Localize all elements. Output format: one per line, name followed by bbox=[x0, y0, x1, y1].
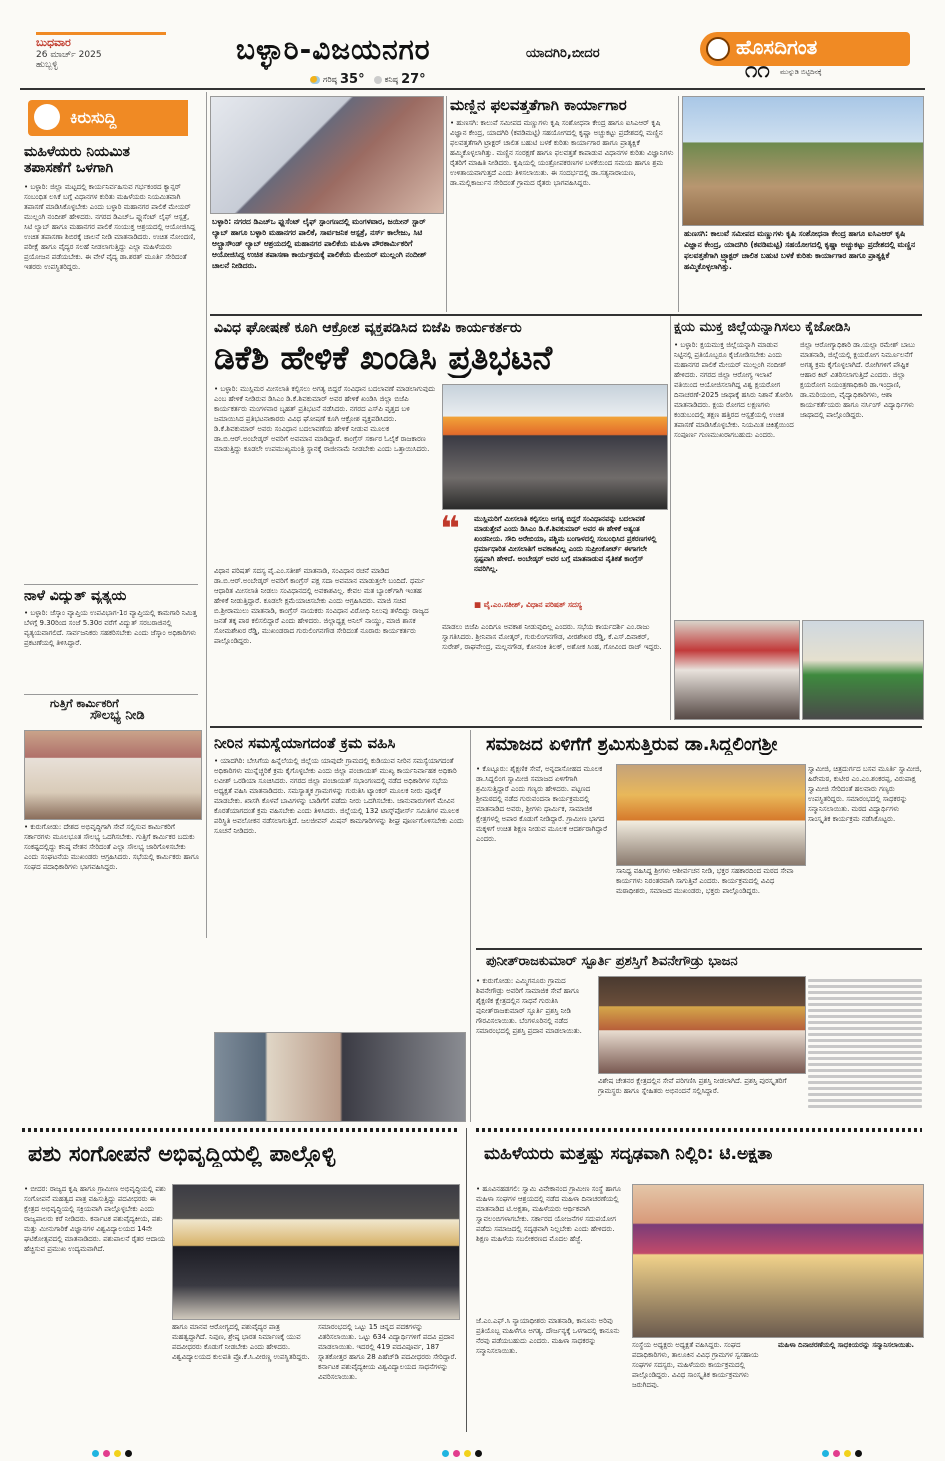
workers-meeting-photo bbox=[24, 730, 202, 820]
section-rule bbox=[210, 726, 922, 728]
kirusuddi-body-2: • ಬಳ್ಳಾರಿ: ಜೆಸ್ಕಾಂ ವ್ಯಾಪ್ತಿಯ ಉಪವಿಭಾಗ-1ರ ವ್ಯಾಪ್ತಿಯಲ್ಲಿ ಕಾಮಗಾರಿ ನಿಮಿತ್ತ ಬೆಳಗ್ಗೆ 9.30ರಿಂದ ಸಂಜೆ 5.30ರ ವರೆಗೆ ವಿದ್ಯುತ್ ಸರಬರಾಜಿನಲ್ಲಿ ವ್ಯತ್ಯಯವಾಗಲಿದೆ. ಸಾರ್ವಜನಿಕರು ಸಹಕರಿಸಬೇಕು ಎಂದು ಜೆಸ್ಕಾಂ ಅಧಿಕಾರಿಗಳು ಪ್ರಕಟಣೆಯಲ್ಲಿ ತಿಳಿಸಿದ್ದಾರೆ. bbox=[24, 609, 197, 647]
puneeth-body-col2: ವಿಶೇಷ ಚೇತನರ ಕ್ಷೇತ್ರದಲ್ಲಿನ ಸೇವೆ ಪರಿಗಣಿಸಿ ಪ್ರಶಸ್ತಿ ನೀಡಲಾಗಿದೆ. ಪ್ರಶಸ್ತಿ ಪುರಸ್ಕೃತರಿಗೆ ಗ್ರಾಮಸ್ಥರು ಹಾಗೂ ಸ್ನೇಹಿತರು ಅಭಿನಂದನೆ ಸಲ್ಲಿಸಿದ್ದಾರೆ. bbox=[598, 1077, 787, 1095]
lead-quote-box bbox=[440, 512, 666, 618]
women-body-col1: • ಹೂವಿನಹಡಗಲಿ: ಸ್ವಾಮಿ ವಿವೇಕಾನಂದ ಗ್ರಾಮೀಣ ಸಂಸ್ಥೆ ಹಾಗೂ ಮಹಿಳಾ ಸಂಘಗಳ ಆಶ್ರಯದಲ್ಲಿ ನಡೆದ ಮಹಿಳಾ ದಿನಾಚರಣೆಯಲ್ಲಿ ಮಾತನಾಡಿದ ಟಿ.ಅಕ್ಷತಾ, ಮಹಿಳೆಯರು ಆರ್ಥಿಕವಾಗಿ ಸ್ವಾವಲಂಬಿಗಳಾಗಬೇಕು. ಸರ್ಕಾರದ ಯೋಜನೆಗಳ ಸದುಪಯೋಗ ಪಡೆದು ಸಮಾಜದಲ್ಲಿ ಸದೃಢವಾಗಿ ನಿಲ್ಲಬೇಕು ಎಂದು ಹೇಳಿದರು. ಶಿಕ್ಷಣ ಮಹಿಳೆಯ ಸಬಲೀಕರಣದ ಮೊದಲ ಹೆಜ್ಜೆ. bbox=[476, 1185, 622, 1243]
divider bbox=[24, 694, 198, 695]
masthead bbox=[0, 0, 945, 90]
womens-day-photo bbox=[632, 1184, 924, 1338]
field-demo-photo bbox=[682, 96, 924, 226]
text-line bbox=[808, 1069, 922, 1072]
text-line bbox=[808, 1027, 922, 1030]
swami-body-col2: ಸಾನಿಧ್ಯ ವಹಿಸಿದ್ದ ಶ್ರೀಗಳು ಆಶೀರ್ವಚನ ನೀಡಿ, ಭಕ್ತರ ಸಹಕಾರದಿಂದ ಮಠದ ಸೇವಾ ಕಾರ್ಯಗಳು ನಿರಂತರವಾಗಿ ಸಾಗುತ್ತಿವೆ ಎಂದರು. ಕಾರ್ಯಕ್ರಮದಲ್ಲಿ ವಿವಿಧ ಮಠಾಧೀಶರು, ಸಮಾಜದ ಮುಖಂಡರು, ಭಕ್ತರು ಪಾಲ್ಗೊಂಡಿದ್ದರು. bbox=[616, 867, 794, 895]
text-line bbox=[808, 985, 922, 988]
tb-body-col2: ಜಿಲ್ಲಾ ಆರೋಗ್ಯಾಧಿಕಾರಿ ಡಾ.ಯಲ್ಲಾ ರಮೇಶ್ ಬಾಬು ಮಾತನಾಡಿ, ಜಿಲ್ಲೆಯಲ್ಲಿ ಕ್ಷಯರೋಗ ನಿರ್ಮೂಲನೆಗೆ ಅಗತ್ಯ ಕ್ರಮ ಕೈಗೊಳ್ಳಲಾಗಿದೆ. ರೋಗಿಗಳಿಗೆ ಪೌಷ್ಟಿಕ ಆಹಾರ ಕಿಟ್ ವಿತರಿಸಲಾಗುತ್ತಿದೆ ಎಂದರು. ಜಿಲ್ಲಾ ಕ್ಷಯರೋಗ ನಿಯಂತ್ರಣಾಧಿಕಾರಿ ಡಾ.ಇಂದ್ರಾಣಿ, ಡಾ.ಮರಿಯಂಬಿ, ವೈದ್ಯಾಧಿಕಾರಿಗಳು, ಆಶಾ ಕಾರ್ಯಕರ್ತೆಯರು ಹಾಗೂ ನರ್ಸಿಂಗ್ ವಿದ್ಯಾರ್ಥಿಗಳು ಜಾಥಾದಲ್ಲಿ ಪಾಲ್ಗೊಂಡಿದ್ದರು. bbox=[800, 341, 916, 419]
section-separator-bar bbox=[22, 1128, 458, 1132]
lead-headline: ಡಿಕೆಶಿ ಹೇಳಿಕೆ ಖಂಡಿಸಿ ಪ್ರತಿಭಟನೆ bbox=[214, 338, 553, 377]
water-headline: ನೀರಿನ ಸಮಸ್ಯೆಯಾಗದಂತೆ ಕ್ರಮ ವಹಿಸಿ bbox=[214, 734, 396, 752]
temp-max-label: ಗರಿಷ್ಠ bbox=[323, 74, 337, 84]
swami-body-col1: • ಕೊಟ್ಟೂರು: ಶೈಕ್ಷಣಿಕ ಸೇವೆ, ಅನ್ನದಾಸೋಹದ ಮೂಲಕ ಡಾ.ಸಿದ್ದಲಿಂಗ ಸ್ವಾಮೀಜಿ ಸಮಾಜದ ಏಳಿಗೆಗಾಗಿ ಶ್ರಮಿಸುತ್ತಿದ್ದಾರೆ ಎಂದು ಗಣ್ಯರು ಹೇಳಿದರು. ಪಟ್ಟಣದ ಶ್ರೀಮಠದಲ್ಲಿ ನಡೆದ ಗುರುವಂದನಾ ಕಾರ್ಯಕ್ರಮದಲ್ಲಿ ಮಾತನಾಡಿದ ಅವರು, ಶ್ರೀಗಳು ಧಾರ್ಮಿಕ, ಸಾಮಾಜಿಕ ಕ್ಷೇತ್ರಗಳಲ್ಲಿ ಅಪಾರ ಕೊಡುಗೆ ನೀಡಿದ್ದಾರೆ. ಗ್ರಾಮೀಣ ಭಾಗದ ಮಕ್ಕಳಿಗೆ ಉಚಿತ ಶಿಕ್ಷಣ ನೀಡುವ ಮೂಲಕ ಆದರ್ಶರಾಗಿದ್ದಾರೆ ಎಂದರು. bbox=[476, 765, 608, 843]
text-line bbox=[808, 1021, 922, 1024]
kirusuddi-headline-2: ನಾಳೆ ವಿದ್ಯುತ್ ವ್ಯತ್ಯಯ bbox=[24, 588, 127, 604]
color-dot bbox=[464, 1450, 471, 1457]
officials-meeting-photo bbox=[214, 1032, 466, 1122]
tb-body-col1: • ಬಳ್ಳಾರಿ: ಕ್ಷಯಮುಕ್ತ ಜಿಲ್ಲೆಯನ್ನಾಗಿ ಮಾಡುವ ನಿಟ್ಟಿನಲ್ಲಿ ಪ್ರತಿಯೊಬ್ಬರೂ ಕೈಜೋಡಿಸಬೇಕು ಎಂದು ಮಹಾನಗರ ಪಾಲಿಕೆ ಮೇಯರ್ ಮುಲ್ಲಂಗಿ ನಂದೀಶ್ ಹೇಳಿದರು. ನಗರದ ಜಿಲ್ಲಾ ಆರೋಗ್ಯ ಇಲಾಖೆ ವತಿಯಿಂದ ಆಯೋಜಿಸಲಾಗಿದ್ದ ವಿಶ್ವ ಕ್ಷಯರೋಗ ದಿನಾಚರಣೆ-2025 ಜಾಥಾಕ್ಕೆ ಹಸಿರು ನಿಶಾನೆ ತೋರಿಸಿ ಮಾತನಾಡಿದರು. ಕ್ಷಯ ರೋಗದ ಲಕ್ಷಣಗಳು ಕಂಡುಬಂದಲ್ಲಿ ತಕ್ಷಣ ಹತ್ತಿರದ ಆಸ್ಪತ್ರೆಯಲ್ಲಿ ಉಚಿತ ತಪಾಸಣೆ ಮಾಡಿಸಿಕೊಳ್ಳಬೇಕು. ನಿಯಮಿತ ಚಿಕಿತ್ಸೆಯಿಂದ ಸಂಪೂರ್ಣ ಗುಣಮುಖರಾಗಬಹುದು ಎಂದರು. bbox=[674, 341, 794, 439]
edition-title: ಬಳ್ಳಾರಿ-ವಿಜಯನಗರ bbox=[236, 33, 431, 66]
column-divider bbox=[206, 92, 207, 938]
page-number: ೧೧ bbox=[745, 58, 770, 83]
text-line bbox=[808, 1003, 922, 1006]
registration-marks-center bbox=[440, 1442, 484, 1461]
color-dot bbox=[475, 1450, 482, 1457]
field-demo-caption: ಹುಣಸಗಿ: ಕಾಲುವೆ ಸಮೀಪದ ಮಣ್ಣುಗಳು ಕೃಷಿ ಸಂಶೋಧನಾ ಕೇಂದ್ರ ಹಾಗೂ ಐಸಿಎಆರ್ ಕೃಷಿ ವಿಜ್ಞಾನ ಕೇಂದ್ರ, ಯಾದಗಿರಿ (ಕವಡಿಮಟ್ಟಿ) ಸಹಯೋಗದಲ್ಲಿ ಕೃಷ್ಣಾ ಅಚ್ಚುಕಟ್ಟು ಪ್ರದೇಶದಲ್ಲಿ ಮಣ್ಣಿನ ಫಲವತ್ತತೆಗಾಗಿ ಟ್ರ್ಯಾಕ್ಟರ್ ಚಾಲಿತ ಬಹುಟಿ ಬಳಕೆ ಕುರಿತು ಕಾರ್ಯಾಗಾರ ಹಾಗೂ ಪ್ರಾತ್ಯಕ್ಷಿಕೆ ಹಮ್ಮಿಕೊಳ್ಳಲಾಗಿತ್ತು. bbox=[684, 229, 916, 271]
headline-line: ಗುತ್ತಿಗೆ ಕಾರ್ಮಿಕರಿಗೆ bbox=[50, 697, 119, 710]
text-line bbox=[808, 1075, 922, 1078]
color-dot bbox=[822, 1450, 829, 1457]
moon-icon bbox=[374, 76, 382, 84]
section-separator-bar bbox=[476, 1128, 922, 1132]
women-headline: ಮಹಿಳೆಯರು ಮತ್ತಷ್ಟು ಸದೃಢವಾಗಿ ನಿಲ್ಲಿರಿ: ಟಿ.ಅಕ್ಷತಾ bbox=[484, 1144, 773, 1164]
sun-cloud-icon bbox=[310, 76, 320, 84]
text-line bbox=[808, 1015, 922, 1018]
section-rule bbox=[476, 948, 922, 950]
text-line bbox=[808, 1087, 922, 1090]
swami-headline: ಸಮಾಜದ ಏಳಿಗೆಗೆ ಶ್ರಮಿಸುತ್ತಿರುವ ಡಾ.ಸಿದ್ದಲಿಂಗಶ್ರೀ bbox=[486, 734, 778, 755]
puneeth-headline: ಪುನೀತ್‌ರಾಜಕುಮಾರ್ ಸ್ಫೂರ್ತಿ ಪ್ರಶಸ್ತಿಗೆ ಶಿವನೇಗೌಡ್ರು ಭಾಜನ bbox=[486, 954, 738, 969]
kirusuddi-label: ಕಿರುಸುದ್ದಿ bbox=[70, 108, 117, 127]
registration-marks-right bbox=[820, 1442, 864, 1461]
text-line bbox=[808, 1009, 922, 1012]
lead-body-col2: ಮಾಡಲು ಬಿಜೆಪಿ ಎಂದಿಗೂ ಅವಕಾಶ ನೀಡುವುದಿಲ್ಲ ಎಂದರು. ಸಭೆಯ ಕಾರ್ಯದರ್ಶಿ ಎಂ.ರಾಜು ಸ್ವಾಗತಿಸಿದರು. ಶ್ರೀನಿವಾಸ ಮೋತ್ಕರ್, ಗುರುಲಿಂಗನಗೌಡ, ವೀರಶೇಖರ ರೆಡ್ಡಿ, ಕೆ.ಎಸ್.ದಿವಾಕರ್, ಸುರೇಶ್, ರಾಘವೇಂದ್ರ, ಮಲ್ಲನಗೌಡ, ಕೋನಂಕಿ ತಿಲಕ್, ಅಶೋಕ ಸಿಂಹ, ಗೋವಿಂದ ರಾಜ್ ಇದ್ದರು. bbox=[442, 623, 662, 651]
text-line bbox=[808, 1063, 922, 1066]
text-line bbox=[808, 1057, 922, 1060]
color-dot bbox=[125, 1450, 132, 1457]
text-line bbox=[808, 1081, 922, 1084]
column-divider bbox=[678, 96, 679, 312]
color-dot bbox=[442, 1450, 449, 1457]
date-label: 26 ಮಾರ್ಚ್ 2025 bbox=[36, 50, 102, 60]
weather-block bbox=[310, 72, 426, 87]
paper-name: ಹೊಸದಿಗಂತ bbox=[736, 35, 818, 59]
convocation-photo bbox=[172, 1184, 460, 1320]
temp-min: 27° bbox=[401, 72, 426, 87]
lead-body-col1: • ಬಳ್ಳಾರಿ: ಮುಸ್ಲಿಮರ ಮೀಸಲಾತಿ ಕಲ್ಪಿಸಲು ಅಗತ್ಯ ಬಿದ್ದರೆ ಸಂವಿಧಾನ ಬದಲಾವಣೆ ಮಾಡಲಾಗುವುದು ಎಂಬ ಹೇಳಿಕೆ ನೀಡಿರುವ ಡಿಸಿಎಂ ಡಿ.ಕೆ.ಶಿವಕುಮಾರ್ ಅವರ ಹೇಳಿಕೆ ಖಂಡಿಸಿ ಜಿಲ್ಲಾ ಬಿಜೆಪಿ ಕಾರ್ಯಕರ್ತರು ಮಂಗಳವಾರ ಬೃಹತ್ ಪ್ರತಿಭಟನೆ ನಡೆಸಿದರು. ನಗರದ ಎಸ್‌ಪಿ ವೃತ್ತದ ಬಳಿ ಜಮಾಯಿಸಿದ ಪ್ರತಿಭಟನಾಕಾರರು ವಿವಿಧ ಘೋಷಣೆ ಕೂಗಿ ಆಕ್ರೋಶ ವ್ಯಕ್ತಪಡಿಸಿದರು. ಡಿ.ಕೆ.ಶಿವಕುಮಾರ್ ಅವರು ಸಂವಿಧಾನ ಬದಲಾವಣೆಯ ಹೇಳಿಕೆ ನೀಡುವ ಮೂಲಕ ಡಾ.ಬಿ.ಆರ್.ಅಂಬೇಡ್ಕರ್ ಅವರಿಗೆ ಅವಮಾನ ಮಾಡಿದ್ದಾರೆ. ಕಾಂಗ್ರೆಸ್ ಸರ್ಕಾರ ಓಲೈಕೆ ರಾಜಕಾರಣ ಮಾಡುತ್ತಿದ್ದು ಕೂಡಲೇ ಉಪಮುಖ್ಯಮಂತ್ರಿ ಸ್ಥಾನಕ್ಕೆ ರಾಜೀನಾಮೆ ನೀಡಬೇಕು ಎಂದು ಒತ್ತಾಯಿಸಿದರು. bbox=[214, 385, 436, 453]
health-camp-caption: ಬಳ್ಳಾರಿ: ನಗರದ ಡಿಎಚ್‌ಒ ಫ್ಲುಸೆಂಟ್ ಲೈಫ್ ಸ್ಪಾಂಗಣದಲ್ಲಿ ಮಂಗಳವಾರ, ಜಯೀನ್ ಸ್ಟಾರ್ ಲ್ಯಾಬ್ ಹಾಗೂ ಬಳ್ಳಾರಿ ಮಹಾನಗರ ಪಾಲಿಕೆ, ಸಾರ್ವಜನಿಕ ಆಸ್ಪತ್ರೆ, ನರ್ಸ್ ಕಾಲೇಜು, ಸಿಟಿ ಆಲ್ಟ್ರಾಸೌಂಡ್ ಲ್ಯಾಬ್ ಆಶ್ರಯದಲ್ಲಿ ಮಹಾನಗರ ಪಾಲಿಕೆಯ ಮಹಿಳಾ ಪೌರಕಾರ್ಮಿಕರಿಗೆ ಆಯೋಜಿಸಿದ್ದ ಉಚಿತ ತಪಾಸಣಾ ಕಾರ್ಯಕ್ರಮಕ್ಕೆ ಪಾಲಿಕೆಯ ಮೇಯರ್ ಮುಲ್ಲಂಗಿ ನಂದೀಶ್ ಚಾಲನೆ ನೀಡಿದರು. bbox=[212, 217, 427, 270]
quote-icon: ❝ bbox=[440, 512, 460, 549]
date-block-orange-bar bbox=[36, 32, 166, 35]
masthead-rule bbox=[20, 88, 925, 90]
lead-quote-attrib: ■ ವೈ.ಎಂ.ಸತೀಶ್, ವಿಧಾನ ಪರಿಷತ್ ಸದಸ್ಯ bbox=[474, 600, 582, 609]
tb-headline: ಕ್ಷಯ ಮುಕ್ತ ಜಿಲ್ಲೆಯನ್ನಾಗಿಸಲು ಕೈಜೋಡಿಸಿ bbox=[674, 320, 851, 335]
text-line bbox=[808, 1045, 922, 1048]
color-dot bbox=[833, 1450, 840, 1457]
headline-line: ಮಹಿಳೆಯರು ನಿಯಮಿತ bbox=[24, 144, 130, 160]
color-dot bbox=[844, 1450, 851, 1457]
soil-workshop-headline: ಮಣ್ಣಿನ ಫಲವತ್ತತೆಗಾಗಿ ಕಾರ್ಯಾಗಾರ bbox=[450, 96, 627, 114]
kirusuddi-headline-1 bbox=[24, 144, 200, 176]
text-line bbox=[808, 1039, 922, 1042]
edition-subtitle: ಯಾದಗಿರಿ,ಬೀದರ bbox=[526, 46, 600, 61]
color-dot bbox=[92, 1450, 99, 1457]
tb-flagoff-photo bbox=[802, 620, 924, 720]
column-divider bbox=[446, 96, 447, 312]
paper-logo bbox=[700, 32, 910, 66]
bjp-protest-photo bbox=[442, 384, 668, 510]
women-body-col1b: ಜೆ.ಎಂ.ಎಫ್.ಸಿ ನ್ಯಾಯಾಧೀಶರು ಮಾತನಾಡಿ, ಕಾನೂನು ಅರಿವು ಪ್ರತಿಯೊಬ್ಬ ಮಹಿಳೆಗೂ ಅಗತ್ಯ. ದೌರ್ಜನ್ಯಕ್ಕೆ ಒಳಗಾದಲ್ಲಿ ಕಾನೂನು ನೆರವು ಪಡೆಯಬಹುದು ಎಂದರು. ಮಹಿಳಾ ಸಾಧಕರನ್ನು ಸನ್ಮಾನಿಸಲಾಯಿತು. bbox=[476, 1317, 620, 1355]
animal-husbandry-body-col1: • ಬೀದರ: ರಾಜ್ಯದ ಕೃಷಿ ಹಾಗೂ ಗ್ರಾಮೀಣ ಅಭಿವೃದ್ಧಿಯಲ್ಲಿ ಪಶು ಸಂಗೋಪನೆ ಮಹತ್ವದ ಪಾತ್ರ ವಹಿಸುತ್ತಿದ್ದು ಪದವೀಧರರು ಈ ಕ್ಷೇತ್ರದ ಅಭಿವೃದ್ಧಿಯಲ್ಲಿ ಸಕ್ರಿಯವಾಗಿ ಪಾಲ್ಗೊಳ್ಳಬೇಕು ಎಂದು ರಾಜ್ಯಪಾಲರು ಕರೆ ನೀಡಿದರು. ಕರ್ನಾಟಕ ಪಶುವೈದ್ಯಕೀಯ, ಪಶು ಮತ್ತು ಮೀನುಗಾರಿಕೆ ವಿಜ್ಞಾನಗಳ ವಿಶ್ವವಿದ್ಯಾಲಯದ 14ನೇ ಘಟಿಕೋತ್ಸವದಲ್ಲಿ ಮಾತನಾಡಿದರು. ಪಶುಪಾಲನೆ ರೈತರ ಆದಾಯ ಹೆಚ್ಚಿಸುವ ಪ್ರಮುಖ ಉದ್ಯಮವಾಗಿದೆ. bbox=[24, 1185, 166, 1253]
section-rule bbox=[210, 314, 922, 316]
kirusuddi-column bbox=[22, 96, 202, 724]
health-camp-photo bbox=[210, 96, 444, 214]
text-line bbox=[808, 1051, 922, 1054]
temp-max: 35° bbox=[340, 72, 365, 87]
animal-husbandry-body-col2: ಹಾಗೂ ಮಾನವ ಆರೋಗ್ಯದಲ್ಲಿ ಪಶುವೈದ್ಯರ ಪಾತ್ರ ಮಹತ್ವದ್ದಾಗಿದೆ. ನಿಪುಣ, ಶ್ರೇಷ್ಠ ಭಾರತ ನಿರ್ಮಾಣಕ್ಕೆ ಯುವ ಪದವೀಧರರು ಕೊಡುಗೆ ನೀಡಬೇಕು ಎಂದು ಹೇಳಿದರು. ವಿಶ್ವವಿದ್ಯಾಲಯದ ಕುಲಪತಿ ಪ್ರೊ.ಕೆ.ಸಿ.ವೀರಣ್ಣ ಉಪಸ್ಥಿತರಿದ್ದರು. bbox=[172, 1323, 310, 1361]
puneeth-body-col1: • ಕುರುಗೋಡು: ಎಮ್ಮಿಗನೂರು ಗ್ರಾಮದ ಶಿವನೇಗೌಡ್ರು ಅವರಿಗೆ ಸಾಮಾಜಿಕ ಸೇವೆ ಹಾಗೂ ಶೈಕ್ಷಣಿಕ ಕ್ಷೇತ್ರದಲ್ಲಿನ ಸಾಧನೆ ಗುರುತಿಸಿ ಪುನೀತ್‌ರಾಜಕುಮಾರ್ ಸ್ಫೂರ್ತಿ ಪ್ರಶಸ್ತಿ ನೀಡಿ ಗೌರವಿಸಲಾಯಿತು. ಬೆಂಗಳೂರಿನಲ್ಲಿ ನಡೆದ ಸಮಾರಂಭದಲ್ಲಿ ಪ್ರಶಸ್ತಿ ಪ್ರದಾನ ಮಾಡಲಾಯಿತು. bbox=[476, 977, 582, 1035]
animal-husbandry-body-col3: ಸಮಾರಂಭದಲ್ಲಿ ಒಟ್ಟು 15 ಚಿನ್ನದ ಪದಕಗಳನ್ನು ವಿತರಿಸಲಾಯಿತು. ಒಟ್ಟು 634 ವಿದ್ಯಾರ್ಥಿಗಳಿಗೆ ಪದವಿ ಪ್ರದಾನ ಮಾಡಲಾಯಿತು. ಇದರಲ್ಲಿ 419 ಪದವಿಪೂರ್ವ, 187 ಸ್ನಾತಕೋತ್ತರ ಹಾಗೂ 28 ಪಿಹೆಚ್‌ಡಿ ಪದವೀಧರರು ಸೇರಿದ್ದಾರೆ. ಕರ್ನಾಟಕ ಪಶುವೈದ್ಯಕೀಯ ವಿಶ್ವವಿದ್ಯಾಲಯದ ಸಾಧನೆಗಳನ್ನು ವಿವರಿಸಲಾಯಿತು. bbox=[318, 1323, 457, 1381]
tb-rally-photo bbox=[674, 620, 800, 720]
column-divider bbox=[470, 730, 471, 1122]
column-divider bbox=[466, 1128, 467, 1432]
women-body-col2: ಸಂಸ್ಥೆಯ ಅಧ್ಯಕ್ಷರು ಅಧ್ಯಕ್ಷತೆ ವಹಿಸಿದ್ದರು. ಸಂಘದ ಪದಾಧಿಕಾರಿಗಳು, ತಾಲೂಕಿನ ವಿವಿಧ ಗ್ರಾಮಗಳ ಸ್ವಸಹಾಯ ಸಂಘಗಳ ಸದಸ್ಯರು, ಮಹಿಳೆಯರು ಕಾರ್ಯಕ್ರಮದಲ್ಲಿ ಪಾಲ್ಗೊಂಡಿದ್ದರು. ವಿವಿಧ ಸಾಂಸ್ಕೃತಿಕ ಕಾರ್ಯಕ್ರಮಗಳು ಜರುಗಿದವು. bbox=[632, 1341, 759, 1389]
headline-line: ತಪಾಸಣೆಗೆ ಒಳಗಾಗಿ bbox=[24, 160, 114, 176]
women-photo-caption: ಮಹಿಳಾ ದಿನಾಚರಣೆಯಲ್ಲಿ ಸಾಧಕಿಯರನ್ನು ಸನ್ಮಾನಿಸಲಾಯಿತು. bbox=[778, 1341, 915, 1349]
date-block bbox=[36, 36, 206, 70]
temp-min-label: ಕನಿಷ್ಠ bbox=[384, 74, 399, 84]
lead-body-col1b: ವಿಧಾನ ಪರಿಷತ್ ಸದಸ್ಯ ವೈ.ಎಂ.ಸತೀಶ್ ಮಾತನಾಡಿ, ಸಂವಿಧಾನ ರಚನೆ ಮಾಡಿದ ಡಾ.ಬಿ.ಆರ್.ಅಂಬೇಡ್ಕರ್ ಅವರಿಗೆ ಕಾಂಗ್ರೆಸ್ ಪಕ್ಷ ಸದಾ ಅವಮಾನ ಮಾಡುತ್ತಲೇ ಬಂದಿದೆ. ಧರ್ಮ ಆಧಾರಿತ ಮೀಸಲಾತಿ ನೀಡಲು ಸಂವಿಧಾನದಲ್ಲಿ ಅವಕಾಶವಿಲ್ಲ. ಕೇವಲ ಮತ ಬ್ಯಾಂಕ್‌ಗಾಗಿ ಇಂತಹ ಹೇಳಿಕೆ ನೀಡುತ್ತಿದ್ದಾರೆ. ಕೂಡಲೇ ಕ್ಷಮೆಯಾಚಿಸಬೇಕು ಎಂದು ಆಗ್ರಹಿಸಿದರು. ಮಾಜಿ ಸಚಿವ ಬಿ.ಶ್ರೀರಾಮುಲು ಮಾತನಾಡಿ, ಕಾಂಗ್ರೆಸ್ ನಾಯಕರು ಸಂವಿಧಾನ ವಿರೋಧಿ ನಿಲುವು ತಳೆದಿದ್ದು ರಾಜ್ಯದ ಜನತೆ ತಕ್ಕ ಪಾಠ ಕಲಿಸಲಿದ್ದಾರೆ ಎಂದು ಹೇಳಿದರು. ಜಿಲ್ಲಾಧ್ಯಕ್ಷ ಅನಿಲ್ ನಾಯ್ಡು, ಮಾಜಿ ಶಾಸಕ ಸೋಮಶೇಖರ ರೆಡ್ಡಿ, ಮುಖಂಡರಾದ ಗುರುಲಿಂಗನಗೌಡ ಸೇರಿದಂತೆ ನೂರಾರು ಕಾರ್ಯಕರ್ತರು ಪಾಲ್ಗೊಂಡಿದ್ದರು. bbox=[214, 567, 429, 645]
color-dot bbox=[114, 1450, 121, 1457]
day-label: ಬುಧವಾರ bbox=[36, 36, 71, 49]
color-dot bbox=[855, 1450, 862, 1457]
text-line bbox=[808, 997, 922, 1000]
city-label: ಹುಬ್ಬಳ್ಳಿ bbox=[36, 60, 58, 70]
column-divider bbox=[670, 316, 671, 720]
hand-pointer-icon bbox=[34, 104, 60, 130]
registration-marks-left bbox=[90, 1442, 134, 1461]
swami-body-col3: ಸ್ವಾಮೀಜಿ, ಚಿತ್ರದುರ್ಗದ ಬಸವ ಮೂರ್ತಿ ಸ್ವಾಮೀಜಿ, ಹಿರೇಮಠ, ಕುಟೀರ ಎಂ.ಎಂ.ಶಂಕರಪ್ಪ, ವಿರುಪಾಕ್ಷ ಸ್ವಾಮೀಜಿ ಸೇರಿದಂತೆ ಹಲವಾರು ಗಣ್ಯರು ಉಪಸ್ಥಿತರಿದ್ದರು. ಸಮಾರಂಭದಲ್ಲಿ ಸಾಧಕರನ್ನು ಸನ್ಮಾನಿಸಲಾಯಿತು. ಮಠದ ವಿದ್ಯಾರ್ಥಿಗಳು ಸಾಂಸ್ಕೃತಿಕ ಕಾರ್ಯಕ್ರಮ ನಡೆಸಿಕೊಟ್ಟರು. bbox=[808, 765, 922, 823]
text-line bbox=[808, 979, 922, 982]
lead-quote: ಮುಸ್ಲಿಮರಿಗೆ ಮೀಸಲಾತಿ ಕಲ್ಪಿಸಲು ಅಗತ್ಯ ಬಿದ್ದರೆ ಸಂವಿಧಾನವನ್ನು ಬದಲಾವಣೆ ಮಾಡುತ್ತೇವೆ ಎಂದು ಡಿಸಿಎಂ ಡಿ.ಕೆ.ಶಿವಕುಮಾರ್ ಅವರ ಈ ಹೇಳಿಕೆ ಅತ್ಯಂತ ಖಂಡನೀಯ. ಸೌದಿ ಅರೇಬಿಯಾ, ಪಶ್ಚಿಮ ಬಂಗಾಳದಲ್ಲಿ ಸಂಬಂಧಿಸಿದ ಪ್ರಕರಣಗಳಲ್ಲಿ ಧರ್ಮಾಧಾರಿತ ಮೀಸಲಾತಿಗೆ ಅವಕಾಶವಿಲ್ಲ ಎಂದು ಸುಪ್ರೀಂಕೋರ್ಟ್ ಈಗಾಗಲೇ ಸ್ಪಷ್ಟವಾಗಿ ಹೇಳಿದೆ. ಅಂಬೇಡ್ಕರ್ ಅವರ ಬಗ್ಗೆ ಮಾತನಾಡುವ ನೈತಿಕತೆ ಕಾಂಗ್ರೆಸ್ ನವರಿಗಿಲ್ಲ. bbox=[474, 515, 657, 573]
text-line bbox=[808, 1105, 922, 1108]
paper-tagline: ಮುನ್ನುಡಿ ಬಿಟ್ಟಿದಿನಕ್ಕೆ bbox=[780, 68, 822, 76]
workers-body: • ಕುರುಗೋಡು: ದೇಶದ ಅಭಿವೃದ್ಧಿಗಾಗಿ ಸೇವೆ ಸಲ್ಲಿಸುವ ಕಾರ್ಮಿಕರಿಗೆ ಸರ್ಕಾರಗಳು ಮೂಲಭೂತ ಸೌಲಭ್ಯ ಒದಗಿಸಬೇಕು. ಗುತ್ತಿಗೆ ಕಾರ್ಮಿಕರ ಬದುಕು ಸಂಕಷ್ಟದಲ್ಲಿದ್ದು ಕನಿಷ್ಠ ವೇತನ ಸೇರಿದಂತೆ ಎಲ್ಲಾ ಸೌಲಭ್ಯ ಜಾರಿಗೊಳಿಸಬೇಕು ಎಂದು ಸಂಘಟನೆಯ ಮುಖಂಡರು ಆಗ್ರಹಿಸಿದರು. ಸಭೆಯಲ್ಲಿ ಕಾರ್ಮಿಕರು ಹಾಗೂ ಸಂಘದ ಪದಾಧಿಕಾರಿಗಳು ಭಾಗವಹಿಸಿದ್ದರು. bbox=[24, 823, 200, 871]
soil-workshop-body: • ಹುಣಸಗಿ: ಕಾಲುವೆ ಸಮೀಪದ ಮಣ್ಣುಗಳು ಕೃಷಿ ಸಂಶೋಧನಾ ಕೇಂದ್ರ ಹಾಗೂ ಐಸಿಎಆರ್ ಕೃಷಿ ವಿಜ್ಞಾನ ಕೇಂದ್ರ, ಯಾದಗಿರಿ (ಕವಡಿಮಟ್ಟಿ) ಸಹಯೋಗದಲ್ಲಿ ಕೃಷ್ಣಾ ಅಚ್ಚುಕಟ್ಟು ಪ್ರದೇಶದಲ್ಲಿ ಮಣ್ಣಿನ ಫಲವತ್ತತೆಗಾಗಿ ಟ್ರಾಕ್ಟರ್ ಚಾಲಿತ ಬಹುಟಿ ಬಳಕೆ ಕುರಿತು ಕಾರ್ಯಾಗಾರ ಹಾಗೂ ಪ್ರಾತ್ಯಕ್ಷಿಕೆ ಹಮ್ಮಿಕೊಳ್ಳಲಾಗಿತ್ತು. ಮಣ್ಣಿನ ಸಂರಕ್ಷಣೆ ಹಾಗೂ ಫಲವತ್ತತೆ ಕಾಪಾಡುವ ವಿಧಾನಗಳ ಕುರಿತು ವಿಜ್ಞಾನಿಗಳು ರೈತರಿಗೆ ಮಾಹಿತಿ ನೀಡಿದರು. ಕೃಷಿಯಲ್ಲಿ ಯಂತ್ರೋಪಕರಣಗಳ ಬಳಕೆಯಿಂದ ಸಮಯ ಹಾಗೂ ಶ್ರಮ ಉಳಿತಾಯವಾಗುತ್ತದೆ ಎಂದು ತಿಳಿಸಲಾಯಿತು. ಈ ಸಂದರ್ಭದಲ್ಲಿ ಡಾ.ಸತ್ಯನಾರಾಯಣ, ಡಾ.ಮಲ್ಲಿಕಾರ್ಜುನ ಸೇರಿದಂತೆ ಗ್ರಾಮದ ರೈತರು ಭಾಗವಹಿಸಿದ್ದರು. bbox=[450, 119, 674, 187]
animal-husbandry-headline: ಪಶು ಸಂಗೋಪನೆ ಅಭಿವೃದ್ಧಿಯಲ್ಲಿ ಪಾಲ್ಗೊಳ್ಳಿ bbox=[28, 1142, 336, 1167]
lamp-icon bbox=[706, 37, 730, 61]
swami-felicitation-photo bbox=[616, 764, 806, 866]
puneeth-body-col3 bbox=[808, 976, 922, 1122]
lead-kicker: ವಿವಿಧ ಘೋಷಣೆ ಕೂಗಿ ಆಕ್ರೋಶ ವ್ಯಕ್ತಪಡಿಸಿದ ಬಿಜೆಪಿ ಕಾರ್ಯಕರ್ತರು bbox=[214, 320, 522, 336]
color-dot bbox=[453, 1450, 460, 1457]
text-line bbox=[808, 1033, 922, 1036]
text-line bbox=[808, 1093, 922, 1096]
divider bbox=[24, 584, 198, 585]
text-line bbox=[808, 991, 922, 994]
water-body: • ಯಾದಗಿರಿ: ಬೇಸಿಗೆಯ ಹಿನ್ನೆಲೆಯಲ್ಲಿ ಜಿಲ್ಲೆಯ ಯಾವುದೇ ಗ್ರಾಮದಲ್ಲಿ ಕುಡಿಯುವ ನೀರಿನ ಸಮಸ್ಯೆಯಾಗದಂತೆ ಅಧಿಕಾರಿಗಳು ಮುನ್ನೆಚ್ಚರಿಕೆ ಕ್ರಮ ಕೈಗೊಳ್ಳಬೇಕು ಎಂದು ಜಿಲ್ಲಾ ಪಂಚಾಯತ್ ಮುಖ್ಯ ಕಾರ್ಯನಿರ್ವಾಹಕ ಅಧಿಕಾರಿ ಲವೀಶ್ ಒರಡಿಯಾ ಸೂಚಿಸಿದರು. ನಗರದ ಜಿಲ್ಲಾ ಪಂಚಾಯತ್ ಸಭಾಂಗಣದಲ್ಲಿ ನಡೆದ ಅಧಿಕಾರಿಗಳ ಸಭೆಯ ಅಧ್ಯಕ್ಷತೆ ವಹಿಸಿ ಮಾತನಾಡಿದರು. ಸಮಸ್ಯಾತ್ಮಕ ಗ್ರಾಮಗಳನ್ನು ಗುರುತಿಸಿ ಟ್ಯಾಂಕರ್ ಮೂಲಕ ನೀರು ಪೂರೈಕೆ ಮಾಡಬೇಕು. ಖಾಸಗಿ ಕೊಳವೆ ಬಾವಿಗಳನ್ನು ಬಾಡಿಗೆಗೆ ಪಡೆದು ನೀರು ಒದಗಿಸಬೇಕು. ಜಾನುವಾರುಗಳಿಗೆ ಮೇವಿನ ಕೊರತೆಯಾಗದಂತೆ ಕ್ರಮ ವಹಿಸಬೇಕು ಎಂದು ತಿಳಿಸಿದರು. ಜಿಲ್ಲೆಯಲ್ಲಿ 132 ಟಾಸ್ಕ್‌ಪೋರ್ಸ್ ಸಮಿತಿಗಳ ಮೂಲಕ ಪರಿಸ್ಥಿತಿ ಅವಲೋಕನ ನಡೆಸಲಾಗುತ್ತಿದೆ. ಜಲಜೀವನ್ ಮಿಷನ್ ಕಾಮಗಾರಿಗಳನ್ನು ಶೀಘ್ರ ಪೂರ್ಣಗೊಳಿಸಬೇಕು ಎಂದು ಸೂಚನೆ ನೀಡಿದರು. bbox=[214, 757, 464, 835]
kirusuddi-headline-3-line2: ಸೌಲಭ್ಯ ನೀಡಿ bbox=[90, 708, 145, 723]
kirusuddi-body-1: • ಬಳ್ಳಾರಿ: ಜಿಲ್ಲಾ ಮಟ್ಟದಲ್ಲಿ ಕಾರ್ಯನಿರ್ವಹಿಸುವ ಗರ್ಭಕಂಠದ ಕ್ಯಾನ್ಸರ್ ಸಂಬಂಧಿತ ಲಸಿಕೆ ಬಗ್ಗೆ ವಿಧಾನಗಳ ಕುರಿತು ಮಹಿಳೆಯರು ನಿಯಮಿತವಾಗಿ ತಪಾಸಣೆ ಮಾಡಿಸಿಕೊಳ್ಳಬೇಕು ಎಂದು ಬಳ್ಳಾರಿ ಮಹಾನಗರ ಪಾಲಿಕೆ ಮೇಯರ್ ಮುಲ್ಲಂಗಿ ನಂದೀಶ್ ಹೇಳಿದರು. ನಗರದ ಡಿಎಚ್‌ಒ ಫ್ಲುಸೆಂಟ್ ಲೈಫ್ ಆಸ್ಪತ್ರೆ, ಸಿಟಿ ಲ್ಯಾಬ್ ಹಾಗೂ ಮಹಾನಗರ ಪಾಲಿಕೆ ಸಂಯುಕ್ತ ಆಶ್ರಯದಲ್ಲಿ ಆಯೋಜಿಸಿದ್ದ ಉಚಿತ ತಪಾಸಣಾ ಶಿಬಿರಕ್ಕೆ ಚಾಲನೆ ನೀಡಿ ಮಾತನಾಡಿದರು. ಉಚಿತ ನೋಂದಣಿ, ಪರೀಕ್ಷೆ ಹಾಗೂ ವೈದ್ಯರ ಸಲಹೆ ನೀಡಲಾಗುತ್ತಿದ್ದು ಎಲ್ಲಾ ಮಹಿಳೆಯರು ಪ್ರಯೋಜನ ಪಡೆಯಬೇಕು. ಈ ವೇಳೆ ವೈದ್ಯ ಡಾ.ಶರತ್ ಮೂರ್ತಿ ಸೇರಿದಂತೆ ಇತರರು ಉಪಸ್ಥಿತರಿದ್ದರು. bbox=[24, 183, 196, 271]
text-line bbox=[808, 1099, 922, 1102]
color-dot bbox=[103, 1450, 110, 1457]
award-ceremony-photo bbox=[598, 976, 806, 1074]
kirusuddi-tag bbox=[28, 100, 188, 136]
